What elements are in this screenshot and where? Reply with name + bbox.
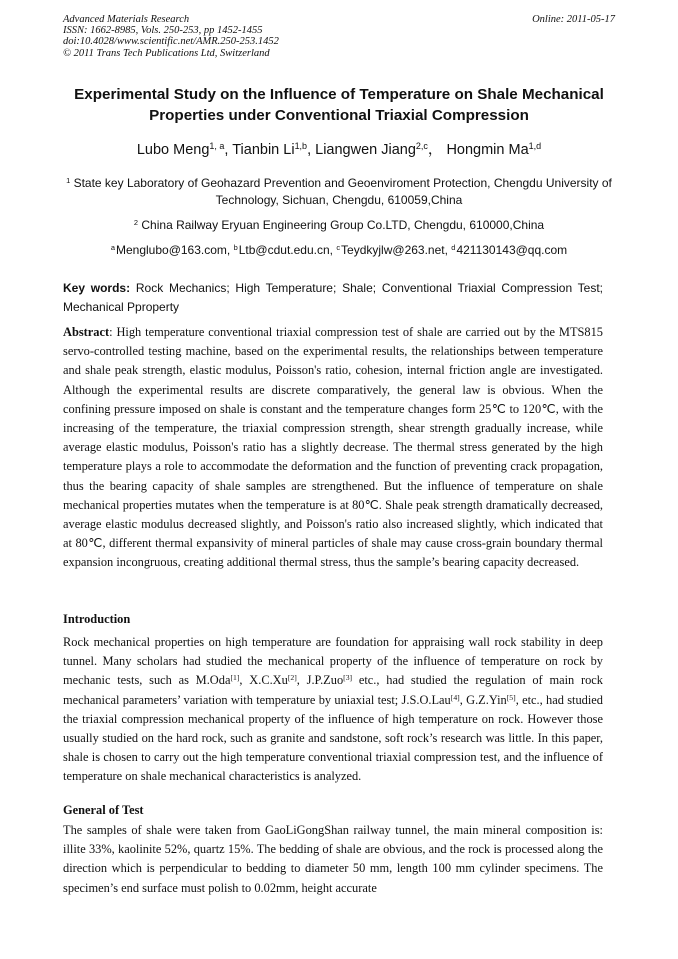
- email-mark: b: [233, 242, 238, 252]
- affiliation-text: State key Laboratory of Geohazard Prevention and Geoenviroment Protection, Chengdu University of Technology, Sichuan, Chengdu, 610059,China: [73, 176, 612, 207]
- affiliation-1: [40, 175, 638, 209]
- intro-text: Rock mechanical properties on high temperature are foundation for appraising wall rock stability in deep tunnel. Many scholars had studied the mechanical property of the influence of temperature on rock by mechanic tests, such as M.Oda: [63, 635, 603, 688]
- issn-line: ISSN: 1662-8985, Vols. 250-253, pp 1452-1455: [63, 25, 263, 37]
- abstract: [63, 323, 603, 573]
- affiliation-text: China Railway Eryuan Engineering Group Co.LTD, Chengdu, 610000,China: [141, 218, 545, 232]
- author-affiliation-mark: 1,d: [528, 141, 542, 152]
- intro-text: etc., had studied the regulation of main rock mechanical parameters’ variation with temperature by uniaxial test; J.S.O.Lau: [63, 673, 604, 707]
- abstract-text: : High temperature conventional triaxial compression test of shale are carried out by the MTS815 servo-controlled testing machine, based on the experimental results, the relationships between temperature and shale peak strength, elastic modulus, Poisson's ratio, cohesion, internal friction angle are investigated. Although the experimental results are discrete comparatively, the general law is obvious. When the confining pressure imposed on shale is constant and the temperature changes form 25℃ to 120℃, with the increasing of the temperature, the triaxial compression strength, shear strength gradually increase, while average elastic modulus, Poisson's ratio has a slightly decrease. The thermal stress generated by the high temperature plays a role to accommodate the deformation and the function of preventing crack propagation, thus the bearing capacity of shale samples are strengthened. But the influence of temperature on shale mechanical properties mutates when the temperature is at 80℃. Shale peak strength dramatically decreased, average elastic modulus decreased slightly, and Poisson's ratio also increased slightly, which indicated that at 80℃, different thermal expansivity of mineral particles of shale may cause cross-grain boundary thermal expansion incongruous, creating additional thermal stress, thus the sample’s bearing capacity decreased.: [63, 325, 603, 570]
- introduction-heading: Introduction: [63, 612, 131, 626]
- general-of-test-body: The samples of shale were taken from GaoLiGongShan railway tunnel, the main mineral composition is: illite 33%, kaolinite 52%, quartz 15%. The bedding of shale are obvious, and the rock is processed along the direction which is perpendicular to bedding to diameter 50 mm, length 100 mm cylinder specimens. The specimen’s end surface must polish to 0.02mm, height accurate: [63, 823, 603, 895]
- author-affiliation-mark: 1, a: [209, 141, 225, 152]
- author-name: Liangwen Jiang: [315, 142, 416, 158]
- email-address: Teydkyjlw@263.net,: [341, 243, 452, 257]
- author-separator: ,: [224, 142, 233, 158]
- author-list: [40, 140, 638, 160]
- email-list: [40, 242, 638, 259]
- journal-name: Advanced Materials Research: [63, 14, 190, 25]
- general-of-test-heading: General of Test: [63, 803, 144, 817]
- keywords: [63, 279, 603, 317]
- email-address: Menglubo@163.com,: [115, 243, 234, 257]
- intro-text: , etc., had studied the triaxial compression mechanical property of the influence of high temperature on rock. However those usually studied on the hard rock, such as granite and sandstone, soft rock’s research was little. In this paper, shale is chosen to carry out the high temperature conventional triaxial compression test, and the influence of temperature on shale mechanical characteristics is analyzed.: [63, 692, 603, 784]
- email-mark: c: [336, 242, 341, 252]
- author-separator: ，: [427, 142, 447, 158]
- paper-title: Experimental Study on the Influence of Temperature on Shale Mechanical Properties under Conventional Triaxial Compression: [74, 86, 604, 124]
- doi-line: doi:10.4028/www.scientific.net/AMR.250-253.1452: [63, 36, 279, 48]
- email-mark: d: [451, 242, 456, 252]
- author-affiliation-mark: 2,c: [415, 141, 428, 152]
- author-name: Tianbin Li: [232, 142, 295, 158]
- affiliation-mark: 2: [133, 217, 139, 227]
- author-separator: ,: [307, 142, 316, 158]
- citation-ref: [3]: [343, 673, 353, 683]
- citation-ref: [2]: [287, 673, 297, 683]
- intro-text: , X.C.Xu: [239, 673, 288, 688]
- keywords-text: Rock Mechanics; High Temperature; Shale; Conventional Triaxial Compression Test; Mechanical Pproperty: [63, 281, 603, 314]
- author-affiliation-mark: 1,b: [294, 141, 308, 152]
- email-address: Ltb@cdut.edu.cn,: [238, 243, 337, 257]
- keywords-label: Key words:: [63, 281, 131, 295]
- introduction-body: [63, 633, 603, 787]
- author-name: Lubo Meng: [136, 142, 210, 158]
- citation-ref: [5]: [506, 692, 516, 702]
- affiliation-mark: 1: [66, 175, 71, 185]
- intro-text: , G.Z.Yin: [459, 692, 507, 707]
- intro-text: , J.P.Zuo: [296, 673, 344, 688]
- copyright-line: © 2011 Trans Tech Publications Ltd, Switzerland: [63, 47, 270, 59]
- email-mark: a: [110, 242, 115, 252]
- affiliation-2: [40, 217, 638, 234]
- citation-ref: [1]: [230, 673, 240, 683]
- online-date: Online: 2011-05-17: [532, 14, 615, 25]
- author-name: Hongmin Ma: [446, 142, 529, 158]
- abstract-label: Abstract: [63, 325, 110, 339]
- journal-header: [63, 14, 615, 59]
- citation-ref: [4]: [450, 692, 460, 702]
- email-address: 421130143@qq.com: [456, 243, 568, 257]
